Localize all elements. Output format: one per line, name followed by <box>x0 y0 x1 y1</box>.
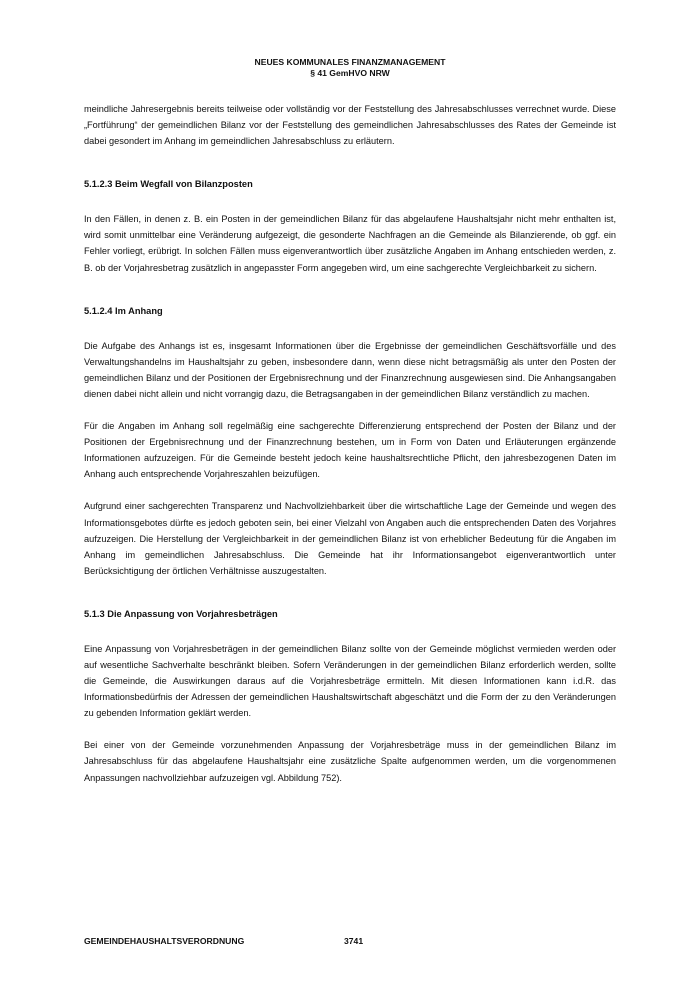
section-5-1-2-3-paragraph: In den Fällen, in denen z. B. ein Posten in der gemeindlichen Bilanz für das abgelaufene Haushaltsjahr nicht mehr enthalten ist, wird somit unmittelbar eine Veränderung aufgezeigt, die gesonderte Nachfragen an die Gemeinde als Bilanzierende, ob ggf. ein Fehler vorliegt, erübrigt. In solchen Fällen muss eigenverantwortlich über zusätzliche Angaben im Anhang entschieden werden, z. B. ob der Vorjahresbetrag zusätzlich in angepasster Form angegeben wird, um eine sachgerechte Vergleichbarkeit zu sichern. <box>84 214 616 273</box>
page-header <box>0 57 700 79</box>
page-content <box>84 101 616 786</box>
page-number: 3741 <box>344 936 364 946</box>
section-heading-5-1-3: 5.1.3 Die Anpassung von Vorjahresbeträgen <box>84 608 278 619</box>
section-heading-5-1-2-4: 5.1.2.4 Im Anhang <box>84 305 163 316</box>
section-heading-5-1-2-3: 5.1.2.3 Beim Wegfall von Bilanzposten <box>84 179 253 190</box>
intro-paragraph: meindliche Jahresergebnis bereits teilweise oder vollständig vor der Feststellung des Jahresabschlusses verrechnet wurde. Diese „Fortführung“ der gemeindlichen Bilanz vor der Feststellung des gemeindlichen Jahresabschlusses des Rates der Gemeinde ist dabei gesondert im Anhang im gemeindlichen Jahresabschluss zu erläutern. <box>84 104 616 147</box>
section-5-1-2-4-paragraph-1: Die Aufgabe des Anhangs ist es, insgesamt Informationen über die Ergebnisse der gemeindlichen Geschäftsvorfälle und des Verwaltungshandelns im Haushaltsjahr zu geben, insbesondere dann, wenn diese nicht betragsmäßig als unter den Posten der gemeindlichen Bilanz und der Positionen der Ergebnisrechnung und der Finanzrechnung ausgewiesen sind. Die Anhangsangaben dienen dabei nicht allein und nicht vorrangig dazu, die Betragsangaben in der gemeindlichen Bilanz verständlich zu machen. <box>84 340 616 399</box>
footer-label: GEMEINDEHAUSHALTSVERORDNUNG <box>84 936 245 946</box>
section-5-1-2-4-paragraph-3: Aufgrund einer sachgerechten Transparenz und Nachvollziehbarkeit über die wirtschaftliche Lage der Gemeinde und wegen des Informationsgebotes dürfte es jedoch geboten sein, bei einer Vielzahl von Angaben auch die entsprechenden Daten des Vorjahres aufzuzeigen. Die Herstellung der Vergleichbarkeit in der gemeindlichen Bilanz ist von erheblicher Bedeutung für die Angaben im Anhang im gemeindlichen Jahresabschluss. Die Gemeinde hat ihr Informationsangebot eigenverantwortlich unter Berücksichtigung der örtlichen Verhältnisse auszugestalten. <box>84 501 616 576</box>
section-5-1-3-paragraph-2: Bei einer von der Gemeinde vorzunehmenden Anpassung der Vorjahresbeträge muss in der gemeindlichen Bilanz im Jahresabschluss für das abgelaufene Haushaltsjahr eine zusätzliche Spalte aufgenommen werden, um die vorgenommenen Anpassungen nachvollziehbar aufzuzeigen vgl. Abbildung 752). <box>84 740 616 783</box>
header-title: NEUES KOMMUNALES FINANZMANAGEMENT <box>254 57 446 67</box>
section-5-1-3-paragraph-1: Eine Anpassung von Vorjahresbeträgen in der gemeindlichen Bilanz sollte von der Gemeinde möglichst vermieden werden oder auf wesentliche Sachverhalte beschränkt bleiben. Sofern Veränderungen in der gemeindlichen Bilanz erforderlich werden, sollte die Gemeinde, die Auswirkungen daraus auf die Vorjahresbeträge ermitteln. Mit diesen Informationen kann i.d.R. das Informationsbedürfnis der Adressen der gemeindlichen Haushaltswirtschaft abgeschätzt und die Form der zu den Veränderungen zu gebenden Information geklärt werden. <box>84 643 616 719</box>
section-5-1-2-4-paragraph-2: Für die Angaben im Anhang soll regelmäßig eine sachgerechte Differenzierung entsprechend der Posten der Bilanz und der Positionen der Ergebnisrechnung und der Finanzrechnung bestehen, um in Form von Daten und Erläuterungen ergänzende Informationen aufzuzeigen. Für die Gemeinde besteht jedoch keine haushaltsrechtliche Pflicht, den jahresbezogenen Daten im Anhang auch entsprechende Vorjahreszahlen beizufügen. <box>84 421 616 480</box>
header-subtitle: § 41 GemHVO NRW <box>310 68 390 78</box>
